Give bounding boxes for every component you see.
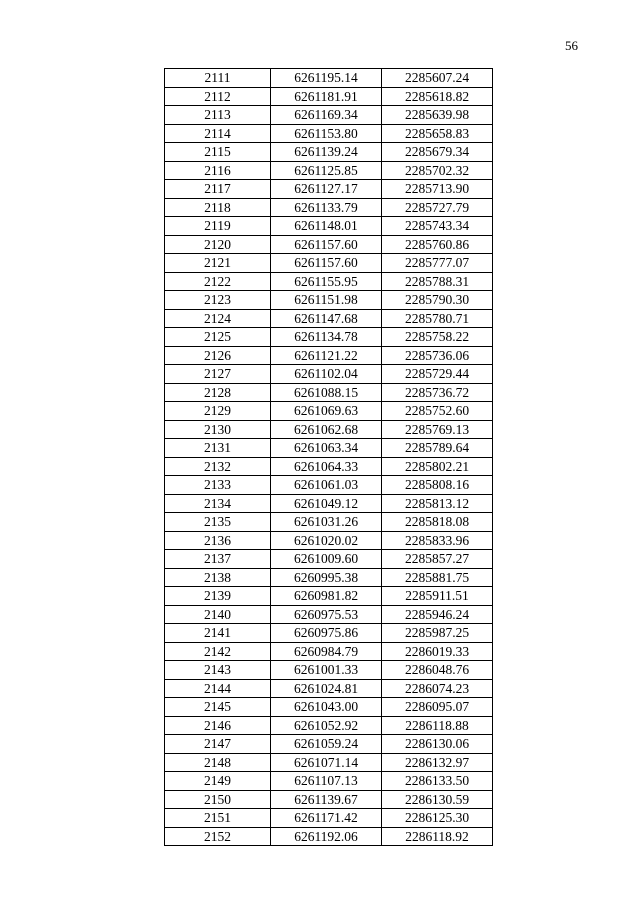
y-coordinate-cell: 2285758.22 <box>382 328 493 347</box>
y-coordinate-cell: 2285780.71 <box>382 309 493 328</box>
point-number-cell: 2138 <box>165 568 271 587</box>
y-coordinate-cell: 2285736.06 <box>382 346 493 365</box>
x-coordinate-cell: 6261157.60 <box>271 254 382 273</box>
table-row <box>165 476 493 495</box>
y-coordinate-cell: 2286130.59 <box>382 790 493 809</box>
y-coordinate-cell: 2285881.75 <box>382 568 493 587</box>
coordinates-table-body <box>165 69 493 846</box>
point-number-cell: 2151 <box>165 809 271 828</box>
point-number-cell: 2117 <box>165 180 271 199</box>
point-number-cell: 2144 <box>165 679 271 698</box>
point-number-cell: 2137 <box>165 550 271 569</box>
table-row <box>165 69 493 88</box>
table-row <box>165 642 493 661</box>
y-coordinate-cell: 2285802.21 <box>382 457 493 476</box>
x-coordinate-cell: 6261102.04 <box>271 365 382 384</box>
table-row <box>165 365 493 384</box>
x-coordinate-cell: 6261155.95 <box>271 272 382 291</box>
y-coordinate-cell: 2285987.25 <box>382 624 493 643</box>
table-row <box>165 550 493 569</box>
table-row <box>165 587 493 606</box>
point-number-cell: 2133 <box>165 476 271 495</box>
table-row <box>165 143 493 162</box>
x-coordinate-cell: 6261125.85 <box>271 161 382 180</box>
point-number-cell: 2145 <box>165 698 271 717</box>
table-row <box>165 402 493 421</box>
y-coordinate-cell: 2285788.31 <box>382 272 493 291</box>
y-coordinate-cell: 2286133.50 <box>382 772 493 791</box>
y-coordinate-cell: 2286118.92 <box>382 827 493 846</box>
x-coordinate-cell: 6261147.68 <box>271 309 382 328</box>
y-coordinate-cell: 2285702.32 <box>382 161 493 180</box>
point-number-cell: 2124 <box>165 309 271 328</box>
point-number-cell: 2119 <box>165 217 271 236</box>
point-number-cell: 2147 <box>165 735 271 754</box>
point-number-cell: 2139 <box>165 587 271 606</box>
table-row <box>165 735 493 754</box>
y-coordinate-cell: 2285752.60 <box>382 402 493 421</box>
x-coordinate-cell: 6261063.34 <box>271 439 382 458</box>
table-row <box>165 346 493 365</box>
table-row <box>165 439 493 458</box>
table-row <box>165 679 493 698</box>
table-row <box>165 161 493 180</box>
point-number-cell: 2116 <box>165 161 271 180</box>
y-coordinate-cell: 2285857.27 <box>382 550 493 569</box>
x-coordinate-cell: 6260984.79 <box>271 642 382 661</box>
table-row <box>165 106 493 125</box>
table-row <box>165 383 493 402</box>
point-number-cell: 2143 <box>165 661 271 680</box>
y-coordinate-cell: 2285769.13 <box>382 420 493 439</box>
table-row <box>165 180 493 199</box>
table-row <box>165 772 493 791</box>
point-number-cell: 2136 <box>165 531 271 550</box>
table-row <box>165 272 493 291</box>
point-number-cell: 2115 <box>165 143 271 162</box>
point-number-cell: 2127 <box>165 365 271 384</box>
x-coordinate-cell: 6261001.33 <box>271 661 382 680</box>
point-number-cell: 2129 <box>165 402 271 421</box>
point-number-cell: 2152 <box>165 827 271 846</box>
table-row <box>165 494 493 513</box>
x-coordinate-cell: 6261107.13 <box>271 772 382 791</box>
point-number-cell: 2146 <box>165 716 271 735</box>
x-coordinate-cell: 6261171.42 <box>271 809 382 828</box>
point-number-cell: 2120 <box>165 235 271 254</box>
x-coordinate-cell: 6261071.14 <box>271 753 382 772</box>
y-coordinate-cell: 2285658.83 <box>382 124 493 143</box>
table-row <box>165 605 493 624</box>
table-row <box>165 457 493 476</box>
x-coordinate-cell: 6261069.63 <box>271 402 382 421</box>
table-row <box>165 235 493 254</box>
point-number-cell: 2113 <box>165 106 271 125</box>
point-number-cell: 2126 <box>165 346 271 365</box>
point-number-cell: 2125 <box>165 328 271 347</box>
table-row <box>165 124 493 143</box>
table-row <box>165 661 493 680</box>
point-number-cell: 2148 <box>165 753 271 772</box>
table-row <box>165 531 493 550</box>
x-coordinate-cell: 6260975.53 <box>271 605 382 624</box>
y-coordinate-cell: 2285736.72 <box>382 383 493 402</box>
y-coordinate-cell: 2286074.23 <box>382 679 493 698</box>
x-coordinate-cell: 6261151.98 <box>271 291 382 310</box>
y-coordinate-cell: 2285713.90 <box>382 180 493 199</box>
point-number-cell: 2132 <box>165 457 271 476</box>
point-number-cell: 2118 <box>165 198 271 217</box>
y-coordinate-cell: 2285946.24 <box>382 605 493 624</box>
x-coordinate-cell: 6260995.38 <box>271 568 382 587</box>
table-row <box>165 309 493 328</box>
x-coordinate-cell: 6261020.02 <box>271 531 382 550</box>
x-coordinate-cell: 6261059.24 <box>271 735 382 754</box>
point-number-cell: 2130 <box>165 420 271 439</box>
table-row <box>165 291 493 310</box>
table-row <box>165 827 493 846</box>
point-number-cell: 2134 <box>165 494 271 513</box>
y-coordinate-cell: 2286125.30 <box>382 809 493 828</box>
y-coordinate-cell: 2285639.98 <box>382 106 493 125</box>
x-coordinate-cell: 6260975.86 <box>271 624 382 643</box>
table-row <box>165 217 493 236</box>
table-row <box>165 809 493 828</box>
x-coordinate-cell: 6261153.80 <box>271 124 382 143</box>
table-row <box>165 513 493 532</box>
x-coordinate-cell: 6261157.60 <box>271 235 382 254</box>
table-row <box>165 568 493 587</box>
y-coordinate-cell: 2285808.16 <box>382 476 493 495</box>
y-coordinate-cell: 2285911.51 <box>382 587 493 606</box>
table-row <box>165 87 493 106</box>
coordinates-table <box>164 68 493 846</box>
y-coordinate-cell: 2285789.64 <box>382 439 493 458</box>
x-coordinate-cell: 6261181.91 <box>271 87 382 106</box>
point-number-cell: 2122 <box>165 272 271 291</box>
y-coordinate-cell: 2285607.24 <box>382 69 493 88</box>
point-number-cell: 2111 <box>165 69 271 88</box>
point-number-cell: 2140 <box>165 605 271 624</box>
y-coordinate-cell: 2285818.08 <box>382 513 493 532</box>
table-row <box>165 624 493 643</box>
x-coordinate-cell: 6260981.82 <box>271 587 382 606</box>
y-coordinate-cell: 2285813.12 <box>382 494 493 513</box>
y-coordinate-cell: 2285833.96 <box>382 531 493 550</box>
point-number-cell: 2112 <box>165 87 271 106</box>
x-coordinate-cell: 6261169.34 <box>271 106 382 125</box>
x-coordinate-cell: 6261052.92 <box>271 716 382 735</box>
table-row <box>165 198 493 217</box>
y-coordinate-cell: 2285790.30 <box>382 291 493 310</box>
x-coordinate-cell: 6261134.78 <box>271 328 382 347</box>
point-number-cell: 2123 <box>165 291 271 310</box>
point-number-cell: 2128 <box>165 383 271 402</box>
y-coordinate-cell: 2285727.79 <box>382 198 493 217</box>
x-coordinate-cell: 6261031.26 <box>271 513 382 532</box>
x-coordinate-cell: 6261139.24 <box>271 143 382 162</box>
x-coordinate-cell: 6261133.79 <box>271 198 382 217</box>
point-number-cell: 2149 <box>165 772 271 791</box>
y-coordinate-cell: 2285679.34 <box>382 143 493 162</box>
table-row <box>165 420 493 439</box>
x-coordinate-cell: 6261195.14 <box>271 69 382 88</box>
y-coordinate-cell: 2286130.06 <box>382 735 493 754</box>
table-row <box>165 254 493 273</box>
y-coordinate-cell: 2286048.76 <box>382 661 493 680</box>
y-coordinate-cell: 2286019.33 <box>382 642 493 661</box>
y-coordinate-cell: 2285760.86 <box>382 235 493 254</box>
x-coordinate-cell: 6261148.01 <box>271 217 382 236</box>
point-number-cell: 2121 <box>165 254 271 273</box>
x-coordinate-cell: 6261121.22 <box>271 346 382 365</box>
table-row <box>165 698 493 717</box>
point-number-cell: 2141 <box>165 624 271 643</box>
x-coordinate-cell: 6261009.60 <box>271 550 382 569</box>
y-coordinate-cell: 2285729.44 <box>382 365 493 384</box>
point-number-cell: 2150 <box>165 790 271 809</box>
point-number-cell: 2131 <box>165 439 271 458</box>
point-number-cell: 2142 <box>165 642 271 661</box>
x-coordinate-cell: 6261064.33 <box>271 457 382 476</box>
y-coordinate-cell: 2285618.82 <box>382 87 493 106</box>
table-row <box>165 790 493 809</box>
table-row <box>165 716 493 735</box>
x-coordinate-cell: 6261192.06 <box>271 827 382 846</box>
point-number-cell: 2114 <box>165 124 271 143</box>
y-coordinate-cell: 2286095.07 <box>382 698 493 717</box>
x-coordinate-cell: 6261139.67 <box>271 790 382 809</box>
x-coordinate-cell: 6261127.17 <box>271 180 382 199</box>
point-number-cell: 2135 <box>165 513 271 532</box>
x-coordinate-cell: 6261049.12 <box>271 494 382 513</box>
x-coordinate-cell: 6261024.81 <box>271 679 382 698</box>
x-coordinate-cell: 6261043.00 <box>271 698 382 717</box>
table-row <box>165 328 493 347</box>
y-coordinate-cell: 2286118.88 <box>382 716 493 735</box>
page-number: 56 <box>565 38 578 53</box>
y-coordinate-cell: 2285743.34 <box>382 217 493 236</box>
x-coordinate-cell: 6261088.15 <box>271 383 382 402</box>
y-coordinate-cell: 2285777.07 <box>382 254 493 273</box>
x-coordinate-cell: 6261062.68 <box>271 420 382 439</box>
table-row <box>165 753 493 772</box>
x-coordinate-cell: 6261061.03 <box>271 476 382 495</box>
y-coordinate-cell: 2286132.97 <box>382 753 493 772</box>
